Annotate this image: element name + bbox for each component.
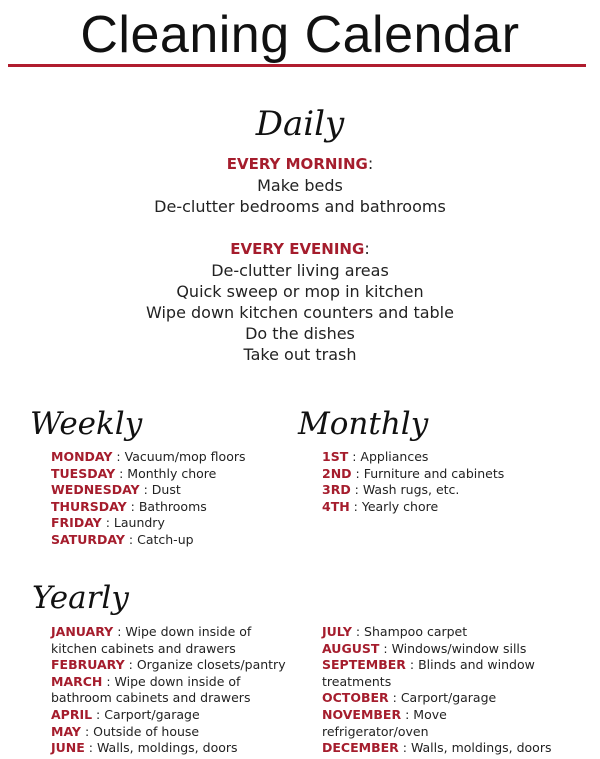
yearly-item [322, 624, 551, 641]
yearly-month: JANUARY [51, 624, 114, 639]
yearly-sep: : [80, 723, 94, 739]
yearly-sep: : [102, 673, 115, 689]
weekly-day: WEDNESDAY [51, 482, 140, 498]
evening-item: Quick sweep or mop in kitchen [176, 282, 424, 301]
yearly-item [322, 690, 551, 707]
monthly-heading: Monthly [298, 406, 429, 442]
yearly-item [51, 657, 286, 674]
daily-evening-section [0, 238, 600, 365]
weekly-item [51, 499, 246, 516]
yearly-month: DECEMBER [322, 740, 399, 756]
monthly-week: 4TH [322, 498, 350, 514]
weekly-day: FRIDAY [51, 515, 102, 531]
monthly-week: 1ST [322, 449, 349, 464]
yearly-sep: : [398, 740, 411, 756]
weekly-sep: : [112, 449, 125, 464]
yearly-chore: Organize closets/pantry [136, 657, 286, 673]
weekly-day: TUESDAY [51, 465, 116, 481]
yearly-item [322, 657, 551, 674]
monthly-chore: Yearly chore [361, 498, 439, 514]
yearly-month: MAY [51, 723, 81, 739]
yearly-item [51, 624, 286, 641]
yearly-month: MARCH [51, 673, 103, 689]
yearly-chore: Carport/garage [104, 706, 200, 722]
yearly-sep: : [124, 657, 137, 673]
evening-label-colon: : [364, 239, 370, 258]
yearly-item [51, 674, 286, 691]
yearly-sep: : [92, 706, 105, 722]
monthly-week: 3RD [322, 482, 351, 498]
weekly-chore: Vacuum/mop floors [124, 449, 246, 464]
yearly-sep: : [84, 740, 97, 756]
monthly-sep: : [351, 465, 364, 481]
yearly-item-continued: kitchen cabinets and drawers [51, 640, 236, 656]
morning-label-colon: : [367, 154, 374, 173]
yearly-sep: : [113, 624, 126, 639]
yearly-item-continued: refrigerator/oven [322, 723, 429, 739]
daily-heading: Daily [255, 104, 345, 144]
weekly-day: MONDAY [51, 449, 113, 464]
yearly-list-right [322, 624, 551, 757]
monthly-week: 2ND [322, 465, 352, 481]
evening-item: Do the dishes [245, 324, 355, 343]
weekly-chore: Monthly chore [127, 465, 217, 481]
evening-label [0, 238, 600, 260]
weekly-chore: Laundry [113, 515, 165, 531]
weekly-sep: : [126, 498, 139, 514]
yearly-chore: Wipe down inside of [125, 624, 252, 639]
weekly-item [51, 466, 246, 483]
weekly-chore: Bathrooms [138, 498, 207, 514]
yearly-sep: : [379, 640, 392, 656]
weekly-chore: Catch-up [137, 531, 194, 547]
yearly-chore: Move [413, 706, 447, 722]
page-title: Cleaning Calendar [80, 6, 520, 64]
yearly-list-left [51, 624, 286, 757]
yearly-chore: Shampoo carpet [364, 624, 468, 639]
weekly-sep: : [139, 482, 152, 498]
yearly-item [322, 707, 551, 724]
yearly-month: OCTOBER [322, 690, 389, 706]
weekly-sep: : [115, 465, 128, 481]
weekly-day: SATURDAY [51, 531, 125, 547]
yearly-chore: Blinds and window [418, 657, 535, 673]
daily-morning-section [0, 153, 600, 217]
yearly-month: SEPTEMBER [322, 657, 406, 673]
monthly-item [322, 499, 504, 516]
monthly-sep: : [349, 498, 362, 514]
weekly-sep: : [101, 515, 114, 531]
monthly-item [322, 482, 504, 499]
yearly-chore: Walls, moldings, doors [410, 740, 552, 756]
morning-label-text: EVERY MORNING [226, 155, 368, 173]
yearly-item [51, 707, 286, 724]
weekly-heading: Weekly [30, 406, 143, 442]
morning-label [0, 153, 600, 175]
evening-item: Take out trash [243, 345, 357, 364]
yearly-sep: : [351, 624, 365, 639]
yearly-month: AUGUST [322, 640, 380, 656]
monthly-list [322, 449, 504, 515]
weekly-item [51, 515, 246, 532]
yearly-heading: Yearly [32, 580, 129, 616]
weekly-item [51, 482, 246, 499]
evening-label-text: EVERY EVENING [230, 240, 365, 258]
weekly-item [51, 532, 246, 549]
yearly-month: FEBRUARY [51, 657, 125, 673]
monthly-chore: Furniture and cabinets [363, 465, 505, 481]
yearly-sep: : [401, 706, 414, 722]
yearly-chore: Walls, moldings, doors [96, 740, 238, 756]
weekly-sep: : [124, 531, 138, 547]
yearly-month: JUNE [51, 740, 85, 756]
monthly-chore: Appliances [360, 449, 429, 464]
morning-item: Make beds [257, 176, 343, 195]
evening-item: Wipe down kitchen counters and table [146, 303, 454, 322]
yearly-month: APRIL [51, 706, 93, 722]
weekly-chore: Dust [151, 482, 181, 498]
weekly-day: THURSDAY [51, 498, 127, 514]
yearly-item [51, 724, 286, 741]
monthly-chore: Wash rugs, etc. [362, 482, 460, 498]
monthly-sep: : [350, 482, 363, 498]
yearly-item [322, 740, 551, 757]
weekly-list [51, 449, 246, 549]
yearly-sep: : [388, 690, 401, 706]
yearly-chore: Windows/window sills [391, 640, 527, 656]
yearly-chore: Wipe down inside of [114, 673, 241, 689]
monthly-item [322, 466, 504, 483]
yearly-item [322, 641, 551, 658]
evening-item: De-clutter living areas [211, 261, 389, 280]
monthly-sep: : [348, 449, 361, 464]
yearly-chore: Outside of house [93, 723, 200, 739]
monthly-item [322, 449, 504, 466]
yearly-item [51, 740, 286, 757]
yearly-month: NOVEMBER [322, 706, 402, 722]
title-underline [8, 64, 586, 67]
yearly-item-continued: bathroom cabinets and drawers [51, 690, 251, 706]
yearly-item-continued: treatments [322, 673, 392, 689]
yearly-month: JULY [322, 624, 352, 639]
morning-item: De-clutter bedrooms and bathrooms [154, 197, 446, 216]
yearly-chore: Carport/garage [400, 690, 497, 706]
yearly-sep: : [405, 657, 419, 673]
weekly-item [51, 449, 246, 466]
